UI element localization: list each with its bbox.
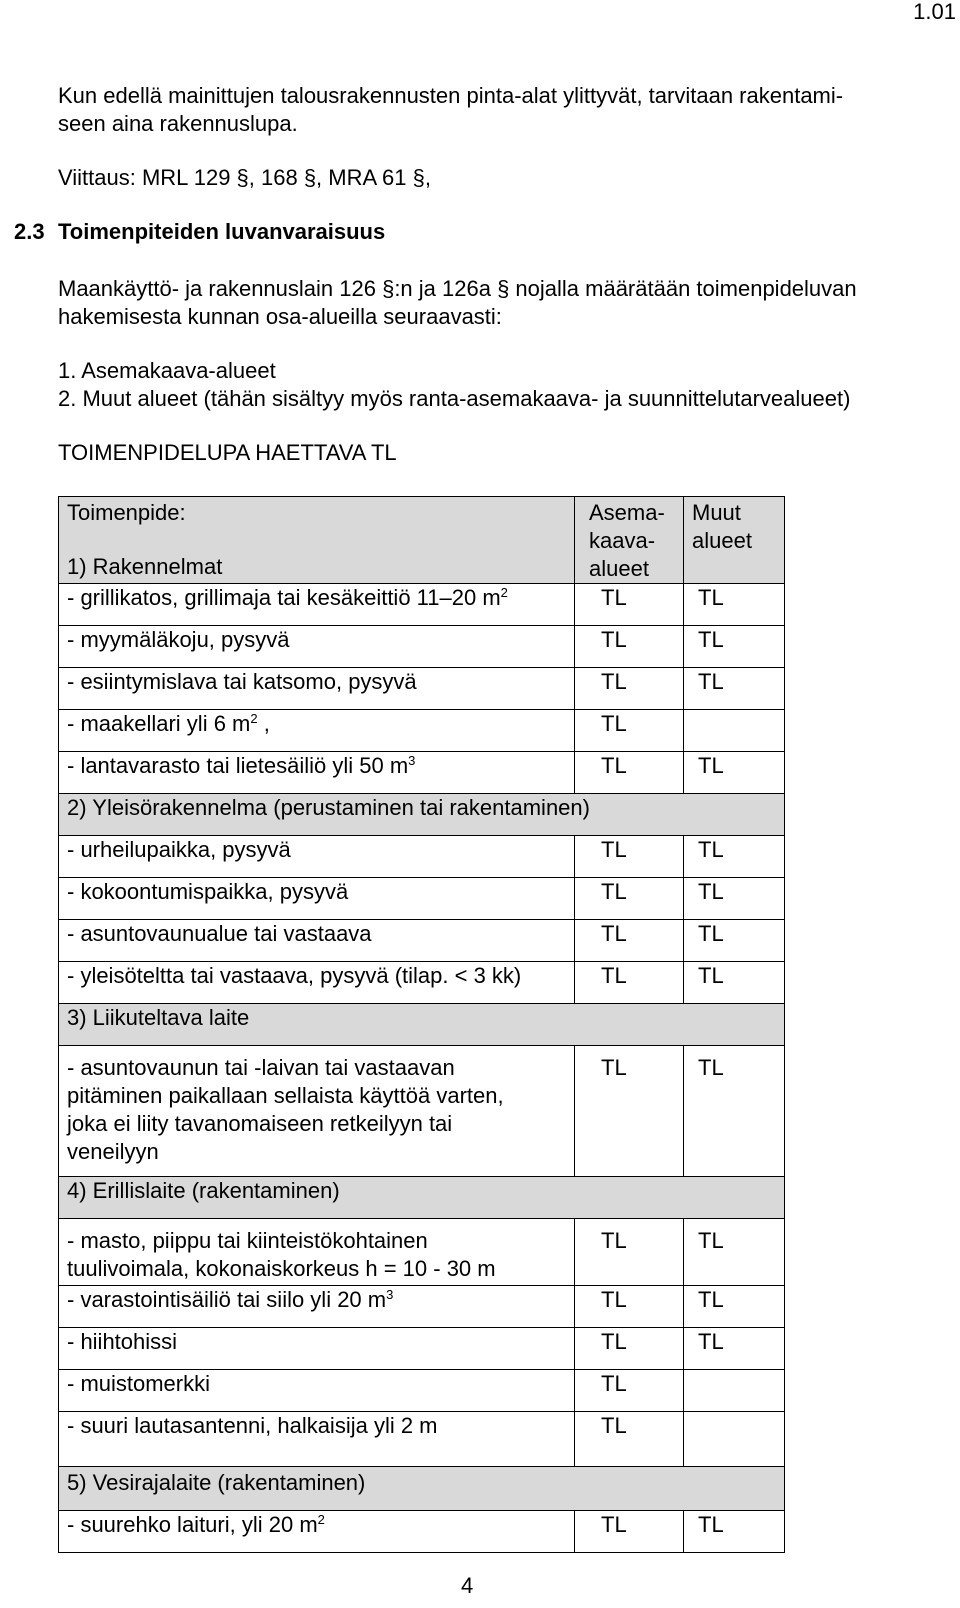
header-toimenpide: Toimenpide: [67,500,186,525]
header-asemakaava-line-2: kaava- [589,528,656,553]
row-asema: TL [575,710,684,752]
row-muut: TL [684,1286,785,1328]
row-muut: TL [684,626,785,668]
table-row [59,878,785,920]
row-asema: TL [575,1370,684,1412]
section-row-label: 3) Liikuteltava laite [59,1004,785,1046]
table-row [59,1219,785,1286]
row-asema: TL [575,1412,684,1467]
reference-line: Viittaus: MRL 129 §, 168 §, MRA 61 §, [58,165,431,190]
table-row [59,1370,785,1412]
row-text: - urheilupaikka, pysyvä [59,836,575,878]
section-row-label: 4) Erillislaite (rakentaminen) [59,1177,785,1219]
row-muut [684,710,785,752]
row-asema: TL [575,752,684,794]
row-text: - asuntovaunualue tai vastaava [59,920,575,962]
table-row [59,1046,785,1177]
list-item-1: 1. Asemakaava-alueet [58,358,276,383]
row-muut: TL [684,836,785,878]
list-item-2: 2. Muut alueet (tähän sisältyy myös ranta-asemakaava- ja suunnittelutarvealueet) [58,386,851,411]
row-muut [684,1412,785,1467]
section-row [59,1177,785,1219]
page-number-bottom: 4 [461,1573,474,1598]
row-text: - muistomerkki [59,1370,575,1412]
row-muut: TL [684,1046,785,1177]
row-muut [684,1370,785,1412]
row-muut: TL [684,1511,785,1553]
section-row [59,1467,785,1511]
table-row [59,626,785,668]
permit-table [58,496,785,1553]
row-asema: TL [575,626,684,668]
row-muut: TL [684,920,785,962]
row-asema: TL [575,1046,684,1177]
row-asema: TL [575,1328,684,1370]
row-text: - myymäläkoju, pysyvä [59,626,575,668]
table-header-row [59,497,785,584]
row-muut: TL [684,1219,785,1286]
table-row [59,710,785,752]
table-row [59,962,785,1004]
table-row [59,1286,785,1328]
row-text: - masto, piippu tai kiinteistökohtainen tuulivoimala, kokonaiskorkeus h = 10 - 30 m [59,1219,575,1286]
table-row [59,584,785,626]
row-text: - varastointisäiliö tai siilo yli 20 $m^3$ [59,1286,575,1328]
table-row [59,1511,785,1553]
row-text: - suurehko laituri, yli 20 $m^2$ [59,1511,575,1553]
header-muut-line-2: alueet [692,528,752,553]
row-text: - esiintymislava tai katsomo, pysyvä [59,668,575,710]
section-row-label: 5) Vesirajalaite (rakentaminen) [59,1467,785,1511]
row-asema: TL [575,668,684,710]
table-row [59,1328,785,1370]
row-asema: TL [575,962,684,1004]
section-title: Toimenpiteiden luvanvaraisuus [58,219,386,244]
permit-heading: TOIMENPIDELUPA HAETTAVA TL [58,440,397,465]
row-asema: TL [575,878,684,920]
table-row [59,920,785,962]
table-row [59,836,785,878]
header-rakennelmat: 1) Rakennelmat [67,554,223,579]
page-number-top: 1.01 [913,0,956,24]
row-asema: TL [575,920,684,962]
row-asema: TL [575,836,684,878]
row-asema: TL [575,584,684,626]
header-asemakaava-line-3: alueet [589,556,649,581]
section-row-label: 2) Yleisörakennelma (perustaminen tai rakentaminen) [59,794,785,836]
row-text: - maakellari yli 6 $m^2$ , [59,710,575,752]
section-paragraph-line-1: Maankäyttö- ja rakennuslain 126 §:n ja 126a § nojalla määrätään toimenpideluvan [58,276,857,301]
table-row [59,668,785,710]
row-muut: TL [684,752,785,794]
row-asema: TL [575,1511,684,1553]
section-row [59,1004,785,1046]
header-asemakaava-line-1: Asema- [589,500,665,525]
row-muut: TL [684,962,785,1004]
header-toimenpide-cell [59,497,575,584]
table-row [59,752,785,794]
table-row [59,1412,785,1467]
row-text: - lantavarasto tai lietesäiliö yli 50 $m^3$ [59,752,575,794]
row-text: - grillikatos, grillimaja tai kesäkeittiö 11–20 $m^2$ [59,584,575,626]
intro-line-1: Kun edellä mainittujen talousrakennusten pinta-alat ylittyvät, tarvitaan rakentami- [58,83,844,108]
row-text: - yleisöteltta tai vastaava, pysyvä (tilap. < 3 kk) [59,962,575,1004]
row-text: - kokoontumispaikka, pysyvä [59,878,575,920]
row-muut: TL [684,878,785,920]
section-paragraph-line-2: hakemisesta kunnan osa-alueilla seuraavasti: [58,304,502,329]
row-asema: TL [575,1219,684,1286]
row-text: - hiihtohissi [59,1328,575,1370]
section-row [59,794,785,836]
header-muut-line-1: Muut [692,500,741,525]
row-asema: TL [575,1286,684,1328]
header-asemakaava-cell [575,497,684,584]
intro-line-2: seen aina rakennuslupa. [58,111,298,136]
row-text: - suuri lautasantenni, halkaisija yli 2 m [59,1412,575,1467]
row-muut: TL [684,584,785,626]
section-number: 2.3 [14,219,45,244]
header-muut-cell [684,497,785,584]
row-text: - asuntovaunun tai -laivan tai vastaavan pitäminen paikallaan sellaista käyttöä varten, joka ei liity tavanomaiseen retkeilyyn tai veneilyyn [59,1046,575,1177]
row-muut: TL [684,668,785,710]
row-muut: TL [684,1328,785,1370]
